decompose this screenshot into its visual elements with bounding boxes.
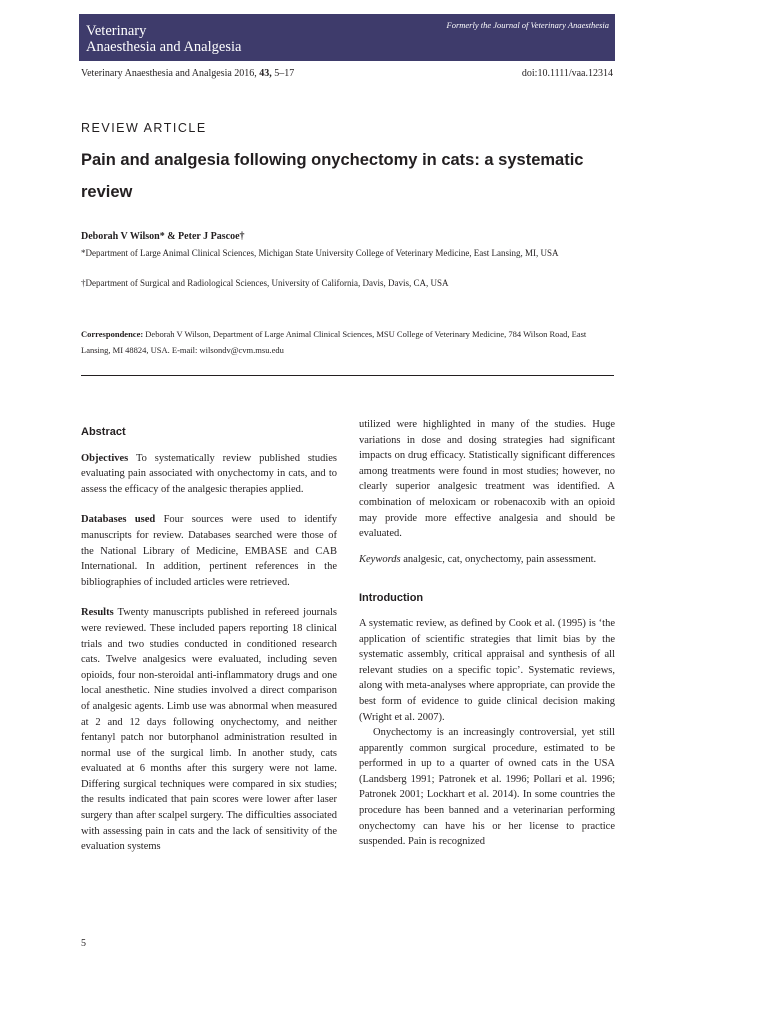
citation-journal: Veterinary Anaesthesia and Analgesia xyxy=(81,68,232,79)
correspondence-label: Correspondence: xyxy=(81,329,144,339)
results-label: Results xyxy=(81,607,114,619)
citation-doi[interactable]: doi:10.1111/vaa.12314 xyxy=(521,68,613,79)
results-text: Twenty manuscripts published in refereed journals were reviewed. These included papers reporting 18 clinical trials and two studies conducted in conditioned research cats. Twelve analgesics were evaluated, including seven opioids, four non-steroidal anti-inflammatory drugs and one local anesthetic. Nine studies involved a direct comparison of analgesic agents. Limb use was abnormal when measured at 2 and 12 days following onychectomy, and neither fentanyl patch nor butorphanol administration resulted in normal use of the surgical limb. In another study, cats evaluated at 6 months after this surgery were not lame. Differing surgical techniques were compared in six studies; the results indicated that pain scores were lower after laser surgery than after scalpel surgery. The difficulties associated with assessing pain in cats and the lack of sensitivity of the evaluation systems xyxy=(81,607,338,853)
author-list: Deborah V Wilson* & Peter J Pascoe† xyxy=(81,231,245,242)
abstract-objectives xyxy=(81,451,337,498)
affiliation-1: *Department of Large Animal Clinical Sciences, Michigan State University College of Veterinary Medicine, East Lansing, MI, USA xyxy=(81,248,559,258)
abstract-databases xyxy=(81,512,337,590)
citation-line xyxy=(81,68,613,79)
article-type: REVIEW ARTICLE xyxy=(81,121,207,135)
introduction-heading: Introduction xyxy=(359,592,424,605)
databases-text: Four sources were used to identify manuscripts for review. Databases searched were those of the National Library of Medicine, EMBASE and CAB International. In addition, pertinent references in the bibliographies of included articles were retrieved. xyxy=(81,514,337,588)
page-number: 5 xyxy=(81,938,86,949)
abstract-results-continued: utilized were highlighted in many of the studies. Huge variations in dose and dosing strategies had significant impacts on drug efficacy. Statistically significant differences among treatments were found in most studies; however, no clearly superior analgesic treatment was identified. A combination of meloxicam or robenacoxib with an opioid may provide more effective analgesia and should be evaluated. xyxy=(359,419,615,540)
article-title: Pain and analgesia following onychectomy in cats: a systematic review xyxy=(81,151,584,201)
introduction-paragraph-2: Onychectomy is an increasingly controversial, yet still apparently common surgical procedure, estimated to be performed in up to a quarter of owned cats in the USA (Landsberg 1991; Patronek et al. 1996; Pollari et al. 1996; Patronek 2001; Lockhart et al. 2014). In some countries the procedure has been banned and a veterinarian performing onychectomy can have his or her license to practice suspended. Pain is recognized xyxy=(359,727,615,848)
correspondence-text: Deborah V Wilson, Department of Large Animal Clinical Sciences, MSU College of Veterinary Medicine, 784 Wilson Road, East Lansing, MI 48824, USA. E-mail: wilsondv@cvm.msu.edu xyxy=(81,329,587,355)
correspondence xyxy=(81,327,616,358)
keywords-text: analgesic, cat, onychectomy, pain assessment. xyxy=(403,553,597,565)
abstract-keywords xyxy=(359,552,615,568)
affiliation-2: †Department of Surgical and Radiological Sciences, University of California, Davis, Davis, CA, USA xyxy=(81,278,449,288)
objectives-label: Objectives xyxy=(81,452,129,464)
journal-name: Veterinary Anaesthesia and Analgesia xyxy=(86,23,242,55)
citation-volume: 43, xyxy=(259,68,272,79)
databases-label: Databases used xyxy=(81,514,156,526)
journal-banner xyxy=(79,14,615,61)
citation-pages: 5–17 xyxy=(274,68,295,79)
citation-year: 2016, xyxy=(234,68,257,79)
header-divider xyxy=(81,375,614,376)
introduction-paragraph-1: A systematic review, as defined by Cook et al. (1995) is ‘the application of scientific strategies that limit bias by the systematic assembly, critical appraisal and synthesis of all relevant studies on a specific topic’. Systematic reviews, along with meta-analyses where appropriate, can provide the best form of evidence to guide clinical decision making (Wright et al. 2007). xyxy=(359,617,615,723)
formerly-tagline: Formerly the Journal of Veterinary Anaesthesia xyxy=(446,20,609,30)
objectives-text: To systematically review published studies evaluating pain associated with onychectomy in cats, and to assess the efficacy of the analgesic therapies applied. xyxy=(81,452,337,495)
keywords-label: Keywords xyxy=(359,553,401,565)
abstract-results xyxy=(81,605,337,855)
right-column xyxy=(359,417,615,850)
abstract-heading: Abstract xyxy=(81,426,126,438)
abstract-column xyxy=(81,425,337,855)
